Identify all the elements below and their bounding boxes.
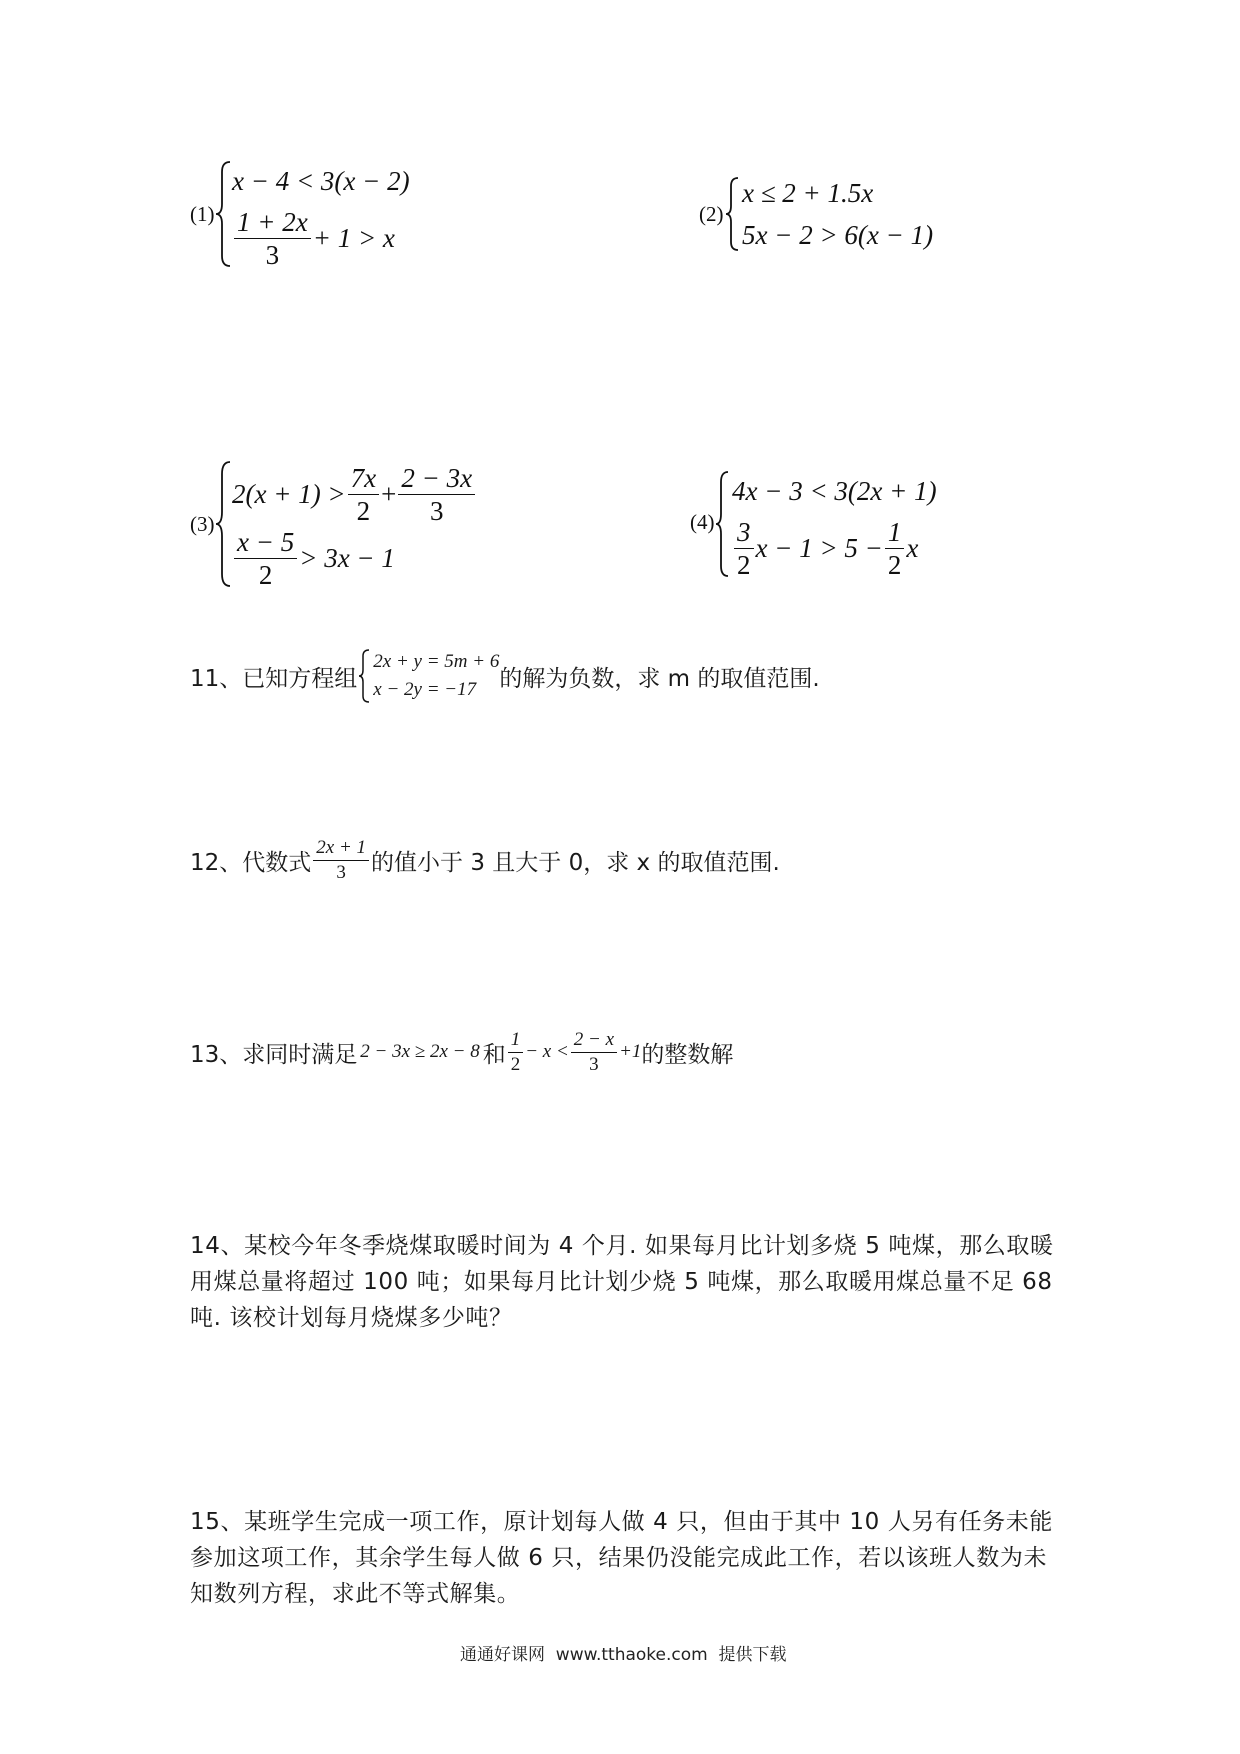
brace-q11 — [359, 648, 371, 704]
question-12: 12、代数式 $\frac{2x + 1}{3}$ 的值小于 3 且大于 0，求 x 的取值范围. — [190, 837, 780, 883]
brace-2 — [726, 176, 740, 252]
problem-4-line-1: 4x − 3 < 3(2x + 1) — [732, 476, 937, 506]
problem-1-line-2: $\frac{1 + 2x}{3}$ + 1 > x — [232, 208, 395, 270]
fraction: $\frac{1}{2}$ — [885, 518, 905, 580]
problem-3-label: (3) — [190, 512, 215, 536]
problem-2-line-1: x ≤ 2 + 1.5x — [742, 178, 874, 208]
footer-source: 通通好课网 www.tthaoke.com 提供下载 — [460, 1645, 787, 1665]
problem-2-label: (2) — [699, 202, 724, 226]
problem-3-line-2: $\frac{x - 5}{2}$ > 3x − 1 — [232, 528, 395, 590]
brace-4 — [716, 470, 730, 578]
problem-2-line-2: 5x − 2 > 6(x − 1) — [742, 220, 934, 250]
problem-4-label: (4) — [690, 510, 715, 534]
q11-equation-1: 2x + y = 5m + 6 — [373, 651, 500, 672]
brace-1 — [216, 160, 232, 268]
fraction: $\frac{2 - x}{3}$ — [571, 1030, 617, 1075]
fraction: $\frac{3}{2}$ — [734, 518, 754, 580]
fraction: $\frac{1}{2}$ — [508, 1030, 524, 1075]
fraction: $\frac{x - 5}{2}$ — [234, 528, 297, 590]
problem-1-line-1: x − 4 < 3(x − 2) — [232, 166, 410, 196]
problem-1-label: (1) — [190, 202, 215, 226]
fraction: $\frac{1 + 2x}{3}$ — [234, 208, 311, 270]
brace-3 — [216, 460, 232, 588]
question-11: 11、已知方程组 2x + y = 5m + 6 x − 2y = −17 的解为负数，求 m 的取值范围. — [190, 648, 820, 704]
question-14: 14、某校今年冬季烧煤取暖时间为 4 个月. 如果每月比计划多烧 5 吨煤，那么取暖用煤总量将超过 100 吨；如果每月比计划少烧 5 吨煤，那么取暖用煤总量不足 68 吨. 该校计划每月烧煤多少吨？ — [190, 1233, 1054, 1331]
fraction: $\frac{2 - 3x}{3}$ — [398, 464, 475, 526]
question-15: 15、某班学生完成一项工作，原计划每人做 4 只，但由于其中 10 人另有任务未能参加这项工作，其余学生每人做 6 只，结果仍没能完成此工作，若以该班人数为未知数列方程，求此不等式解集。 — [190, 1509, 1054, 1607]
question-13: 13、求同时满足 2 − 3x ≥ 2x − 8 和 $\frac{1}{2}$ − x < $\frac{2 - x}{3}$ +1 的整数解 — [190, 1029, 734, 1075]
fraction: $\frac{7x}{2}$ — [348, 464, 379, 526]
problem-4-line-2: $\frac{3}{2}$ x − 1 > 5 − $\frac{1}{2}$ x — [732, 518, 918, 580]
problem-3-line-1: 2(x + 1) > $\frac{7x}{2}$ + $\frac{2 - 3x}{3}$ — [232, 464, 477, 526]
q11-equation-2: x − 2y = −17 — [373, 679, 477, 700]
fraction: $\frac{2x + 1}{3}$ — [313, 838, 369, 883]
